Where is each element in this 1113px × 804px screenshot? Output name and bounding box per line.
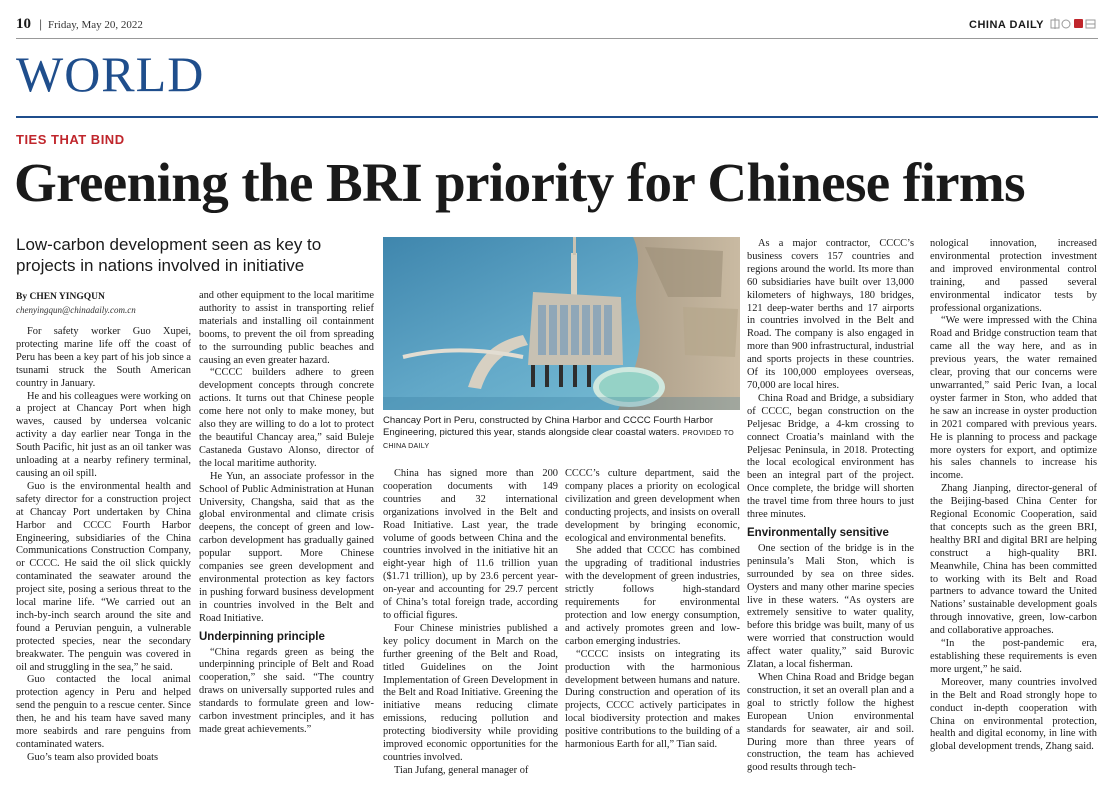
paper-name: CHINA DAILY [969, 19, 1044, 31]
caption-text: Chancay Port in Peru, constructed by China Harbor and CCCC Fourth Harbor Engineering, pictured this year, stands alongside clear coastal waters. [383, 415, 714, 439]
chancay-port-photo [383, 237, 740, 410]
paragraph: nological innovation, increased environmental protection investment and improved environmental control training, and passed several environmental indicator tests by professional organizations. [930, 238, 1097, 314]
page-number: 10 [16, 16, 31, 32]
paragraph: Moreover, many countries involved in the Belt and Road strongly hope to conduct in-depth cooperation with China on environmental protection, health and digital economy, in line with global development trends, Zhang said. [930, 676, 1097, 753]
paragraph: As a major contractor, CCCC’s business covers 157 countries and regions around the world. Its more than 60 subsidiaries have built over 13,000 kilometers of highways, 180 bridges, 121 deep-water berths and 17 airports in countries involved in the Belt and Road. The company is also engaged in more than 900 infrastructural, industrial and sports projects in these countries. Of its 100,000 employees overseas, 70,000 are local hires. [747, 238, 914, 391]
paragraph: When China Road and Bridge began construction, it set an overall plan and a goal to strictly follow the highest European Union environmental standards for seawater, air and soil. During more than three years of construction, the team has achieved good results through tech- [747, 672, 914, 774]
paragraph: Zhang Jianping, director-general of the Beijing-based China Center for Regional Economic Cooperation, said that concepts such as the green BRI, healthy BRI and digital BRI are helping construct a high-quality BRI. Meanwhile, China has been committed to working with its Belt and Road partners to advance toward the United Nations’ sustainable development goals through innovative, green, low-carbon and collaborative approaches. [930, 483, 1097, 637]
byline: By CHEN YINGQUN [16, 292, 105, 302]
author-email[interactable]: chenyingqun@chinadaily.com.cn [16, 305, 136, 315]
paragraph: Four Chinese ministries published a key policy document in March on the further greening of the Belt and Road, titled Guidelines on the Joint Implementation of Green Development in the Belt and Road Initiative. Greening the initiative means reducing climate emissions, reducing pollution and protecting biodiversity while providing improved economic opportunities for the countries involved. [383, 622, 558, 763]
headline: Greening the BRI priority for Chinese firms [14, 152, 1025, 213]
article-column-1 [16, 326, 191, 800]
article-column-4 [565, 468, 740, 800]
paragraph: “We were impressed with the China Road and Bridge construction team that came all the way here, and as in previous years, the water remained clear, proving that our concerns were unwarranted,” said Peric Ivan, a local oyster farmer in Ston, who added that he saw an increase in oyster production in 2021 compared with previous years. He is planning to process and package more oysters for export, and optimize his sales channels to increase his income. [930, 315, 1097, 482]
section-title: WORLD [16, 46, 205, 102]
kicker: TIES THAT BIND [16, 132, 125, 147]
photo-caption [383, 415, 740, 452]
paragraph: and other equipment to the local maritime authority to assist in transporting relief materials and installing oil containment booms, to prevent the oil from spreading to the surrounding public beaches and causing an even greater hazard. [199, 290, 374, 366]
paragraph: He Yun, an associate professor in the School of Public Administration at Hunan University, Changsha, said that as the global environmental and climate crisis deepens, the concept of green and low-carbon development has gradually gained popular support. More Chinese companies see green development and environmental protection as key factors in pushing forward business development in countries involved in the Belt and Road Initiative. [199, 470, 374, 624]
paragraph: He and his colleagues were working on a project at Chancay Port when high waves, caused by undersea volcanic activity a day earlier near Tonga in the South Pacific, hit just as an oil tanker was unloading at a nearby refinery terminal, causing an oil spill. [16, 390, 191, 479]
china-daily-logo-icon [1050, 17, 1098, 30]
paragraph: Tian Jufang, general manager of [394, 764, 529, 776]
subheading-environmentally-sensitive: Environmentally sensitive [747, 526, 889, 539]
issue-date: Friday, May 20, 2022 [48, 19, 143, 31]
paragraph: Guo is the environmental health and safety director for a construction project at Chancay Port undertaken by China Harbor and CCCC Fourth Harbor Engineering, subsidiaries of the China Communications Construction Company, or CCCC. He said the oil slick quickly contaminated the seawater around the project site, posing a serious threat to the local marine life. “We carried out an inch-by-inch search around the site and found a Peruvian penguin, a vulnerable protected species, near the secondary breakwater. The penguin was covered in oil and struggling in the sea,” he said. [16, 480, 191, 673]
paragraph: China Road and Bridge, a subsidiary of CCCC, began construction on the Peljesac Bridge, a 4-km crossing to connect Croatia’s mainland with the Peljesac Peninsula, in 2018. Protecting the local ecological environment has been an integral part of the project. Once complete, the bridge will shorten the travel time from three hours to just three minutes. [747, 392, 914, 521]
paragraph: “In the post-pandemic era, establishing these requirements is even more urgent,” he said. [930, 638, 1097, 675]
paragraph: One section of the bridge is in the peninsula’s Mali Ston, which is surrounded by sea on three sides. Oysters and many other marine species live in these waters. “As oysters are extremely sensitive to water quality, before this bridge was built, many of us were worried that construction would affect water quality,” said Burovic Zlatan, a local fisherman. [747, 542, 914, 671]
paragraph: She added that CCCC has combined the upgrading of traditional industries with the development of green industries, strictly follows high-standard requirements for environmental protection and low energy consumption, and actively promotes green and low-carbon emerging industries. [565, 545, 740, 647]
photo-credit: PROVIDED TO CHINA DAILY [383, 428, 734, 450]
paragraph: “CCCC builders adhere to green development concepts through concrete actions. It turns out that Chinese people come here not only to make money, but also they are willing to do a lot to protect the beautiful Chancay area,” said Buleje Castaneda Gustavo Alonso, director of the local maritime authority. [199, 367, 374, 469]
section-rule [16, 116, 1098, 118]
paragraph: For safety worker Guo Xupei, protecting marine life off the coast of Peru has been a key part of his job since a tsunami struck the South American country in January. [16, 326, 191, 389]
masthead [16, 16, 1098, 34]
paragraph: China has signed more than 200 cooperation documents with 149 countries and 32 international organizations involved in the Belt and Road Initiative. Last year, the trade volume of goods between China and the countries involved in the initiative hit an eight-year high of 11.6 trillion yuan ($1.71 trillion), up by 23.6 percent year-on-year and accounting for 29.7 percent of China’s total foreign trade, according to official figures. [383, 468, 558, 621]
article-column-5 [747, 238, 914, 800]
subheading-underpinning-principle: Underpinning principle [199, 630, 325, 643]
masthead-separator: | [39, 17, 43, 31]
paragraph: CCCC’s culture department, said the company places a priority on ecological civilization and green development when conducting projects, and insists on overall development by bringing economic, ecological and environmental benefits. [565, 468, 740, 544]
paragraph: Guo contacted the local animal protection agency in Peru and helped send the penguin to a rescue center. Since then, he and his team have saved many more seabirds and rare penguins from contaminated waters. [16, 674, 191, 750]
subhead: Low-carbon development seen as key to projects in nations involved in initiative [16, 235, 322, 275]
paragraph: “CCCC insists on integrating its production with the harmonious development between humans and nature. During construction and operation of its projects, CCCC actively participates in local biodiversity protection and makes positive contributions to the building of a harmonious Earth for all,” Tian said. [565, 648, 740, 751]
port-aerial-image [383, 237, 740, 410]
article-column-2 [199, 290, 374, 800]
paragraph: Guo’s team also provided boats [27, 751, 159, 763]
paragraph: “China regards green as being the underpinning principle of Belt and Road cooperation,” she said. “The country draws on universally supported rules and standards to formulate green and low-carbon investment principles, and it has made great achievements.” [199, 646, 374, 735]
article-column-3 [383, 468, 558, 800]
article-column-6 [930, 238, 1097, 800]
masthead-rule [16, 38, 1098, 39]
